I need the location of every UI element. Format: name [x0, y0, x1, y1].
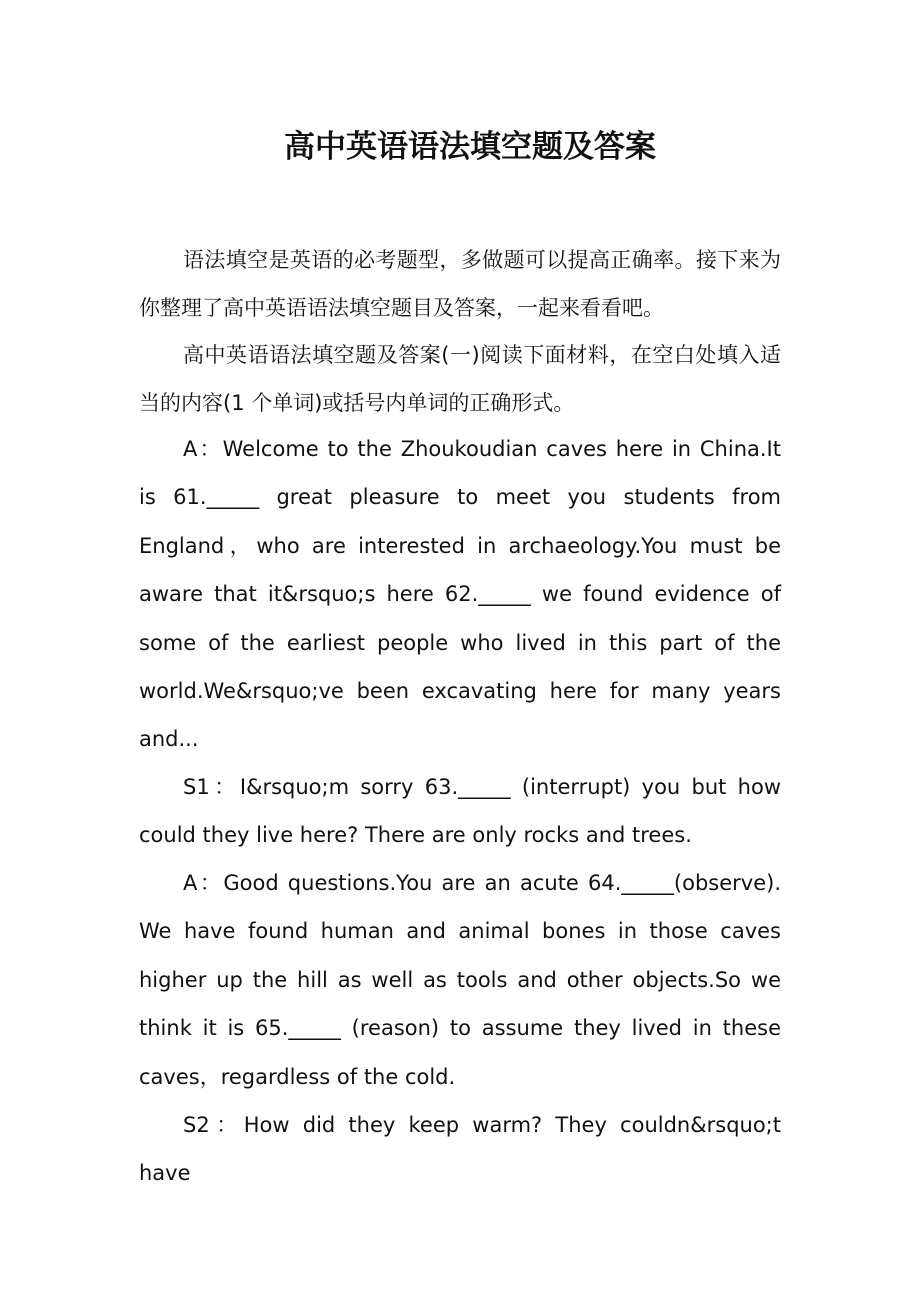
instruction-paragraph: 高中英语语法填空题及答案(一)阅读下面材料，在空白处填入适当的内容(1 个单词)或括号内单词的正确形式。: [139, 343, 781, 415]
dialogue-paragraph-a1: A：Welcome to the Zhoukoudian caves here in China.It is 61._____ great pleasure to meet you students from England，who are interested in archaeology.You must be aware that it&rsquo;s here 62._____ we found evidence of some of the earliest people who lived in this part of the world.We&rsquo;ve been excavating here for many years and...: [139, 437, 781, 752]
dialogue-paragraph-s2: S2：How did they keep warm? They couldn&rsquo;t have: [139, 1113, 781, 1186]
intro-paragraph: 语法填空是英语的必考题型，多做题可以提高正确率。接下来为你整理了高中英语语法填空题目及答案，一起来看看吧。: [139, 248, 781, 320]
document-title: 高中英语语法填空题及答案: [284, 129, 656, 165]
dialogue-paragraph-s1: S1：I&rsquo;m sorry 63._____ (interrupt) you but how could they live here? There are only rocks and trees.: [139, 775, 781, 848]
dialogue-paragraph-a2: A：Good questions.You are an acute 64._____(observe). We have found human and animal bones in those caves higher up the hill as well as tools and other objects.So we think it is 65._____ (reason) to assume they lived in these caves，regardless of the cold.: [139, 871, 781, 1089]
